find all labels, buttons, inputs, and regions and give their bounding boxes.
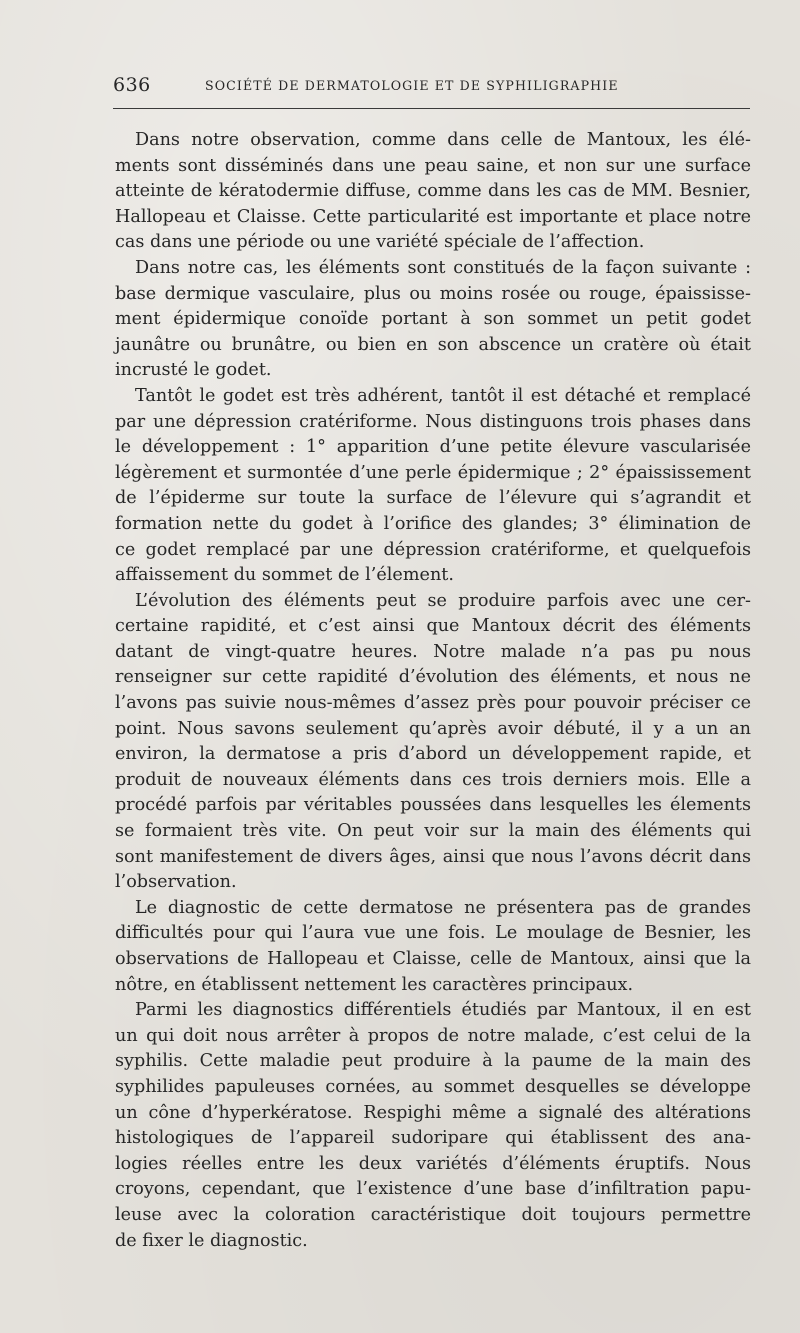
- text-line: ment épidermique conoïde portant à son sommet un petit godet: [115, 309, 751, 330]
- text-line: le développement : 1° apparition d’une petite élevure vascularisée: [115, 437, 751, 458]
- text-line: nôtre, en établissent nettement les caractères principaux.: [115, 974, 634, 995]
- paragraph: [115, 589, 751, 896]
- text-line: l’observation.: [115, 872, 237, 893]
- text-line: de l’épiderme sur toute la surface de l’élevure qui s’agrandit et: [115, 488, 751, 509]
- text-line: certaine rapidité, et c’est ainsi que Mantoux décrit des éléments: [115, 616, 751, 637]
- text-line: jaunâtre ou brunâtre, ou bien en son abscence un cratère où était: [115, 334, 751, 355]
- text-line: base dermique vasculaire, plus ou moins rosée ou rouge, épaississe-: [115, 283, 751, 304]
- text-line: croyons, cependant, que l’existence d’une base d’infiltration papu-: [115, 1179, 751, 1200]
- text-line: L’évolution des éléments peut se produire parfois avec une cer-: [135, 590, 751, 611]
- text-line: produit de nouveaux éléments dans ces trois derniers mois. Elle a: [115, 769, 751, 790]
- text-line: ments sont disséminés dans une peau saine, et non sur une surface: [115, 155, 751, 176]
- text-line: leuse avec la coloration caractéristique doit toujours permettre: [115, 1204, 751, 1225]
- text-line: datant de vingt-quatre heures. Notre malade n’a pas pu nous: [115, 641, 751, 662]
- paragraph: [115, 896, 751, 998]
- text-line: formation nette du godet à l’orifice des glandes; 3° élimination de: [115, 513, 751, 534]
- text-line: par une dépression cratériforme. Nous distinguons trois phases dans: [115, 411, 751, 432]
- page-header: [113, 72, 753, 102]
- text-line: renseigner sur cette rapidité d’évolution des éléments, et nous ne: [115, 667, 751, 688]
- text-line: atteinte de kératodermie diffuse, comme dans les cas de MM. Besnier,: [115, 181, 751, 202]
- text-line: logies réelles entre les deux variétés d’éléments éruptifs. Nous: [115, 1153, 751, 1174]
- text-line: Parmi les diagnostics différentiels étudiés par Mantoux, il en est: [135, 1000, 751, 1021]
- text-line: affaissement du sommet de l’élement.: [115, 565, 454, 586]
- text-line: l’avons pas suivie nous-mêmes d’assez près pour pouvoir préciser ce: [115, 693, 751, 714]
- text-line: un cône d’hyperkératose. Respighi même a signalé des altérations: [115, 1102, 751, 1123]
- text-line: un qui doit nous arrêter à propos de notre malade, c’est celui de la: [115, 1025, 751, 1046]
- text-line: environ, la dermatose a pris d’abord un développement rapide, et: [115, 744, 751, 765]
- text-line: incrusté le godet.: [115, 360, 272, 381]
- paragraph: [115, 128, 751, 256]
- text-line: se formaient très vite. On peut voir sur la main des éléments qui: [115, 821, 751, 842]
- text-line: Dans notre observation, comme dans celle de Mantoux, les élé-: [135, 130, 751, 150]
- text-line: procédé parfois par véritables poussées dans lesquelles les élements: [115, 795, 751, 816]
- text-line: de fixer le diagnostic.: [115, 1230, 308, 1251]
- text-line: observations de Hallopeau et Claisse, celle de Mantoux, ainsi que la: [115, 949, 751, 969]
- paragraph: [115, 998, 751, 1254]
- text-line: point. Nous savons seulement qu’après avoir débuté, il y a un an: [115, 718, 751, 739]
- text-line: Le diagnostic de cette dermatose ne présentera pas de grandes: [135, 897, 751, 918]
- text-line: légèrement et surmontée d’une perle épidermique ; 2° épaississement: [115, 462, 751, 483]
- header-rule: [113, 108, 750, 109]
- page-number: 636: [113, 74, 151, 96]
- text-line: ce godet remplacé par une dépression cratériforme, et quelquefois: [115, 539, 751, 560]
- running-title: SOCIÉTÉ DE DERMATOLOGIE ET DE SYPHILIGRAPHIE: [205, 78, 619, 93]
- text-line: difficultés pour qui l’aura vue une fois. Le moulage de Besnier, les: [115, 923, 751, 944]
- text-line: sont manifestement de divers âges, ainsi que nous l’avons décrit dans: [115, 846, 751, 867]
- text-line: syphilides papuleuses cornées, au sommet desquelles se développe: [115, 1076, 751, 1097]
- paragraph: [115, 384, 751, 589]
- text-line: histologiques de l’appareil sudoripare qui établissent des ana-: [115, 1128, 751, 1149]
- paragraph: [115, 256, 751, 384]
- text-line: Dans notre cas, les éléments sont constitués de la façon suivante :: [135, 257, 751, 278]
- text-line: Tantôt le godet est très adhérent, tantôt il est détaché et remplacé: [135, 385, 751, 406]
- text-line: Hallopeau et Claisse. Cette particularité est importante et place notre: [115, 206, 751, 227]
- text-line: cas dans une période ou une variété spéciale de l’affection.: [115, 232, 645, 253]
- body-text: [115, 128, 751, 1254]
- text-line: syphilis. Cette maladie peut produire à la paume de la main des: [115, 1051, 751, 1072]
